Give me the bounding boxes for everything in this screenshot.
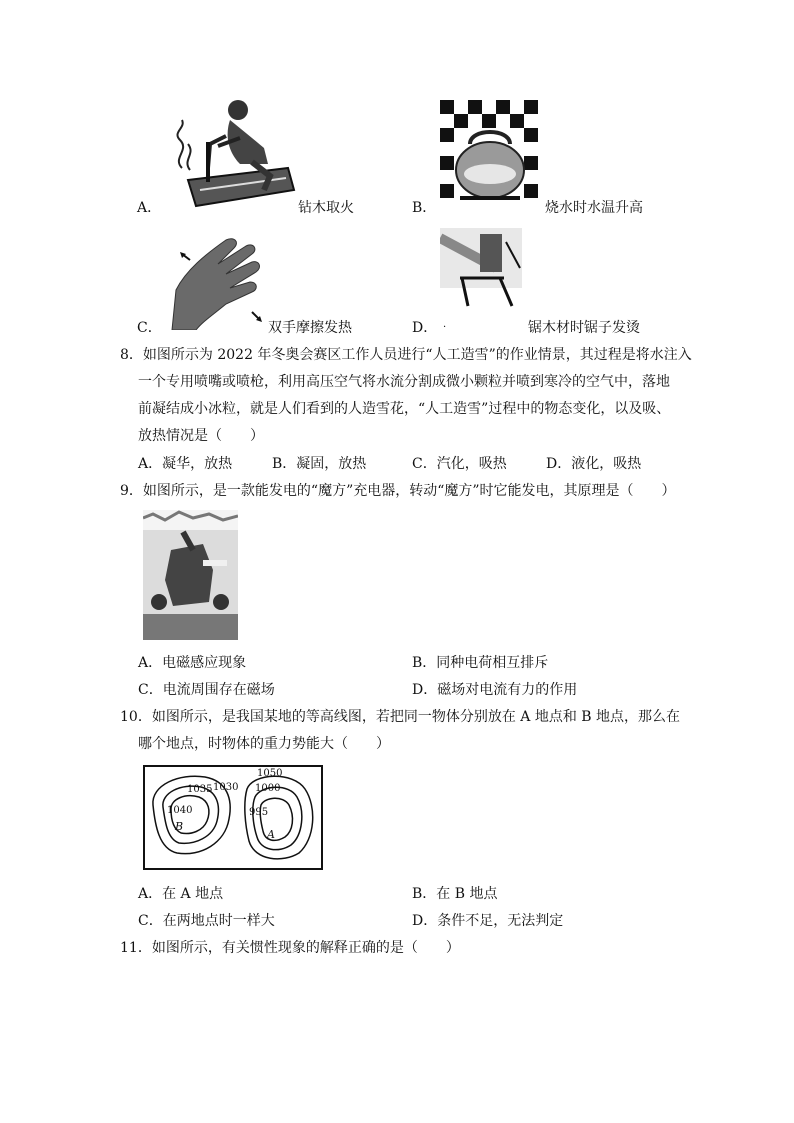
q8-option-b: B．凝固，放热 xyxy=(272,456,367,472)
q8-option-d: D．液化，吸热 xyxy=(546,456,642,472)
q10-option-a: A．在 A 地点 xyxy=(138,886,224,902)
tick-mark: · xyxy=(443,322,447,333)
q11-stem: 11．如图所示，有关惯性现象的解释正确的是（ ） xyxy=(120,940,460,956)
q8-stem-line-2: 一个专用喷嘴或喷枪，利用高压空气将水流分割成微小颗粒并喷到寒冷的空气中，落地 xyxy=(138,374,670,390)
q7-option-c-letter: C． xyxy=(137,320,162,336)
q10-stem-line-2: 哪个地点，时物体的重力势能大（ ） xyxy=(138,736,390,752)
q8-stem-line-4: 放热情况是（ ） xyxy=(138,428,264,444)
q7-option-d-caption: 锯木材时锯子发烫 xyxy=(528,320,640,336)
q7-option-c-caption: 双手摩擦发热 xyxy=(268,320,352,336)
q10-option-b: B．在 B 地点 xyxy=(412,886,498,902)
q10-stem-line-1: 10．如图所示，是我国某地的等高线图，若把同一物体分别放在 A 地点和 B 地点，那么在 xyxy=(120,709,681,725)
point-a-label: A xyxy=(267,828,275,841)
q8-stem-line-1: 8．如图所示为 2022 年冬奥会赛区工作人员进行“人工造雪”的作业情景，其过程是将水注入 xyxy=(120,347,692,363)
q8-option-a: A．凝华，放热 xyxy=(138,456,233,472)
magic-cube-charger-figure xyxy=(143,510,238,640)
q9-stem: 9．如图所示，是一款能发电的“魔方”充电器，转动“魔方”时它能发电，其原理是（ ） xyxy=(120,483,676,499)
contour-label-1035: 1035 xyxy=(187,784,213,795)
drill-wood-fire-figure xyxy=(160,98,300,210)
contour-map-figure xyxy=(143,765,323,870)
q10-option-d: D．条件不足，无法判定 xyxy=(412,913,564,929)
q9-option-c: C．电流周围存在磁场 xyxy=(138,682,275,698)
q8-option-c: C．汽化，吸热 xyxy=(412,456,507,472)
sawing-wood-figure xyxy=(440,228,522,310)
point-b-label: B xyxy=(175,820,184,833)
q8-stem-line-3: 前凝结成小冰粒，就是人们看到的人造雪花，“人工造雪”过程中的物态变化，以及吸、 xyxy=(138,401,671,417)
contour-label-1030: 1030 xyxy=(213,782,239,793)
contour-label-1000: 1000 xyxy=(255,783,281,794)
q7-option-d-letter: D． xyxy=(412,320,438,336)
contour-label-995: 995 xyxy=(249,807,269,818)
q7-option-a-letter: A． xyxy=(137,200,162,216)
q7-option-b-caption: 烧水时水温升高 xyxy=(545,200,643,216)
q9-option-a: A．电磁感应现象 xyxy=(138,655,247,671)
contour-label-1050: 1050 xyxy=(257,768,283,779)
q10-option-c: C．在两地点时一样大 xyxy=(138,913,275,929)
q9-option-d: D．磁场对电流有力的作用 xyxy=(412,682,578,698)
q7-option-a-caption: 钻木取火 xyxy=(298,200,354,216)
kettle-boiling-figure xyxy=(440,100,538,210)
q7-option-b-letter: B． xyxy=(412,200,437,216)
contour-label-1040: 1040 xyxy=(167,805,193,816)
q9-option-b: B．同种电荷相互排斥 xyxy=(412,655,549,671)
rubbing-hands-figure xyxy=(166,230,266,330)
